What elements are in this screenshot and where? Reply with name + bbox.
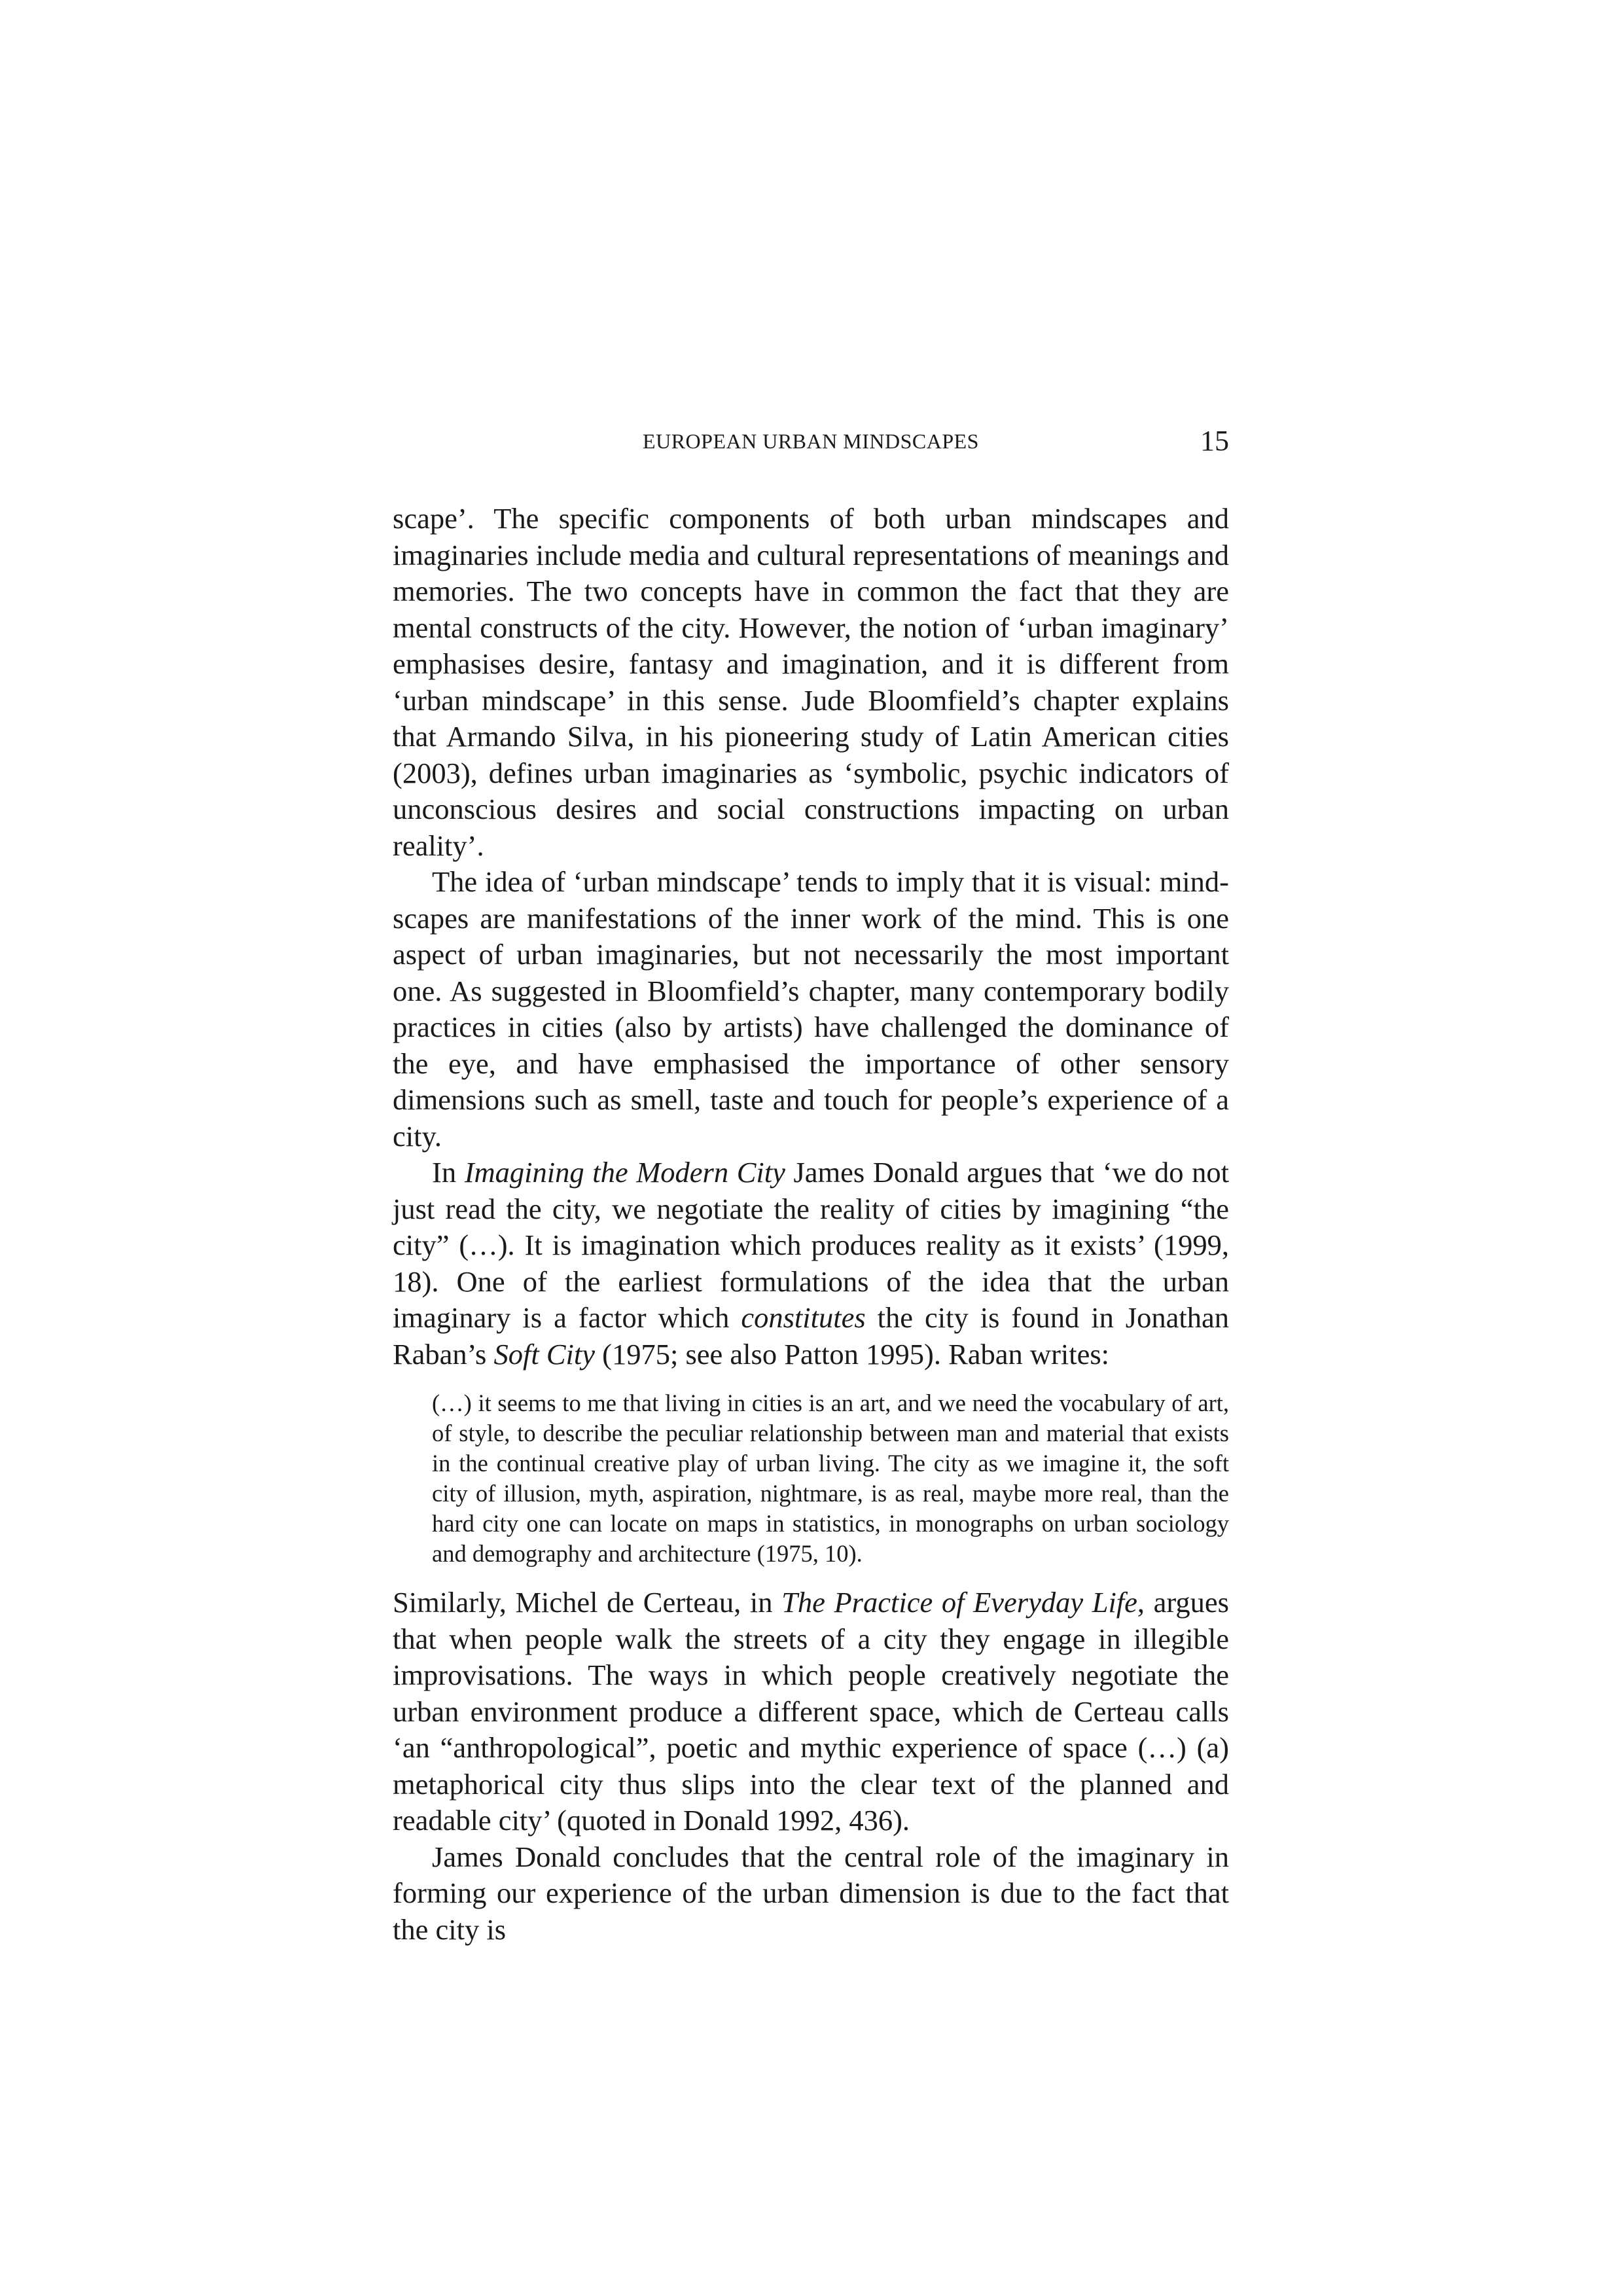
running-head bbox=[393, 424, 1229, 463]
paragraph-3-mid1: James Donald argues that ‘we do not just read the city, we negotiate the reality of cities by imagining “the city” (…). It is imagination which produces reality as it exists’ (1999, 18). One of the earliest formulations of the idea that the urban imaginary is a factor which bbox=[393, 1156, 1229, 1334]
paragraph-5 bbox=[393, 1839, 1229, 1948]
paragraph-2: The idea of ‘urban mindscape’ tends to imply that it is visual: mindscapes are manifestations of the inner work of the mind. This is one aspect of urban imaginaries, but not necessarily the most important one. As suggested in Bloomfield’s chapter, many contemporary bodily practices in cities (also by artists) have challenged the dominance of the eye, and have emphasised the importance of other sensory dimensions such as smell, taste and touch for people’s experience of a city. bbox=[393, 865, 1229, 1153]
book-title-soft-city: Soft City bbox=[493, 1337, 596, 1371]
paragraph-4 bbox=[393, 1585, 1229, 1839]
running-title: EUROPEAN URBAN MINDSCAPES bbox=[643, 429, 979, 453]
book-title-practice-of-everyday-life: The Practice of Everyday Life bbox=[781, 1586, 1137, 1619]
paragraph-3 bbox=[393, 1155, 1229, 1372]
paragraph-4-post: , argues that when people walk the streets of a city they engage in illegible improvisations. The ways in which people creatively negotiate the urban environment produce a different space, which de Certeau calls ‘an “anthropological”, poetic and mythic experience of space (…) (a) metaphorical city thus slips into the clear text of the planned and readable city’ (quoted in Donald 1992, 436). bbox=[393, 1586, 1229, 1837]
page-number: 15 bbox=[1200, 425, 1229, 457]
paragraph-3-post: (1975; see also Patton 1995). Raban writes: bbox=[595, 1337, 1110, 1371]
paragraph-1: scape’. The specific components of both urban mindscapes and imaginaries include media and cultural representations of meanings and memories. The two concepts have in common the fact that they are mental constructs of the city. However, the notion of ‘urban imaginary’ emphasises desire, fantasy and imagination, and it is different from ‘urban mindscape’ in this sense. Jude Bloomfield’s chapter explains that Armando Silva, in his pioneering study of Latin American cities (2003), defines urban imaginaries as ‘symbolic, psychic indicators of unconscious desires and social constructions impacting on urban reality’. bbox=[393, 502, 1229, 862]
paragraph-3-pre: In bbox=[432, 1156, 465, 1189]
block-quote: (…) it seems to me that living in cities is an art, and we need the vocabulary of art, of style, to describe the peculiar relationship between man and material that exists in the continual creative play of urban living. The city as we imagine it, the soft city of illusion, myth, aspiration, nightmare, is as real, maybe more real, than the hard city one can locate on maps in statistics, in monographs on urban sociology and demography and architecture (1975, 10). bbox=[432, 1390, 1229, 1567]
book-title-imagining-the-modern-city: Imagining the Modern City bbox=[464, 1156, 785, 1189]
paragraph-5-text: James Donald concludes that the central role of the imaginary in forming our experience of the urban dimension is due to the fact that the city is bbox=[393, 1840, 1229, 1946]
paragraph-4-pre: Similarly, Michel de Certeau, in bbox=[393, 1586, 782, 1619]
body-text bbox=[393, 501, 1229, 1948]
emphasis-constitutes: constitutes bbox=[741, 1301, 866, 1334]
paragraph-3-mid2: the city is found in Jonathan Raban’s bbox=[393, 1301, 1229, 1371]
